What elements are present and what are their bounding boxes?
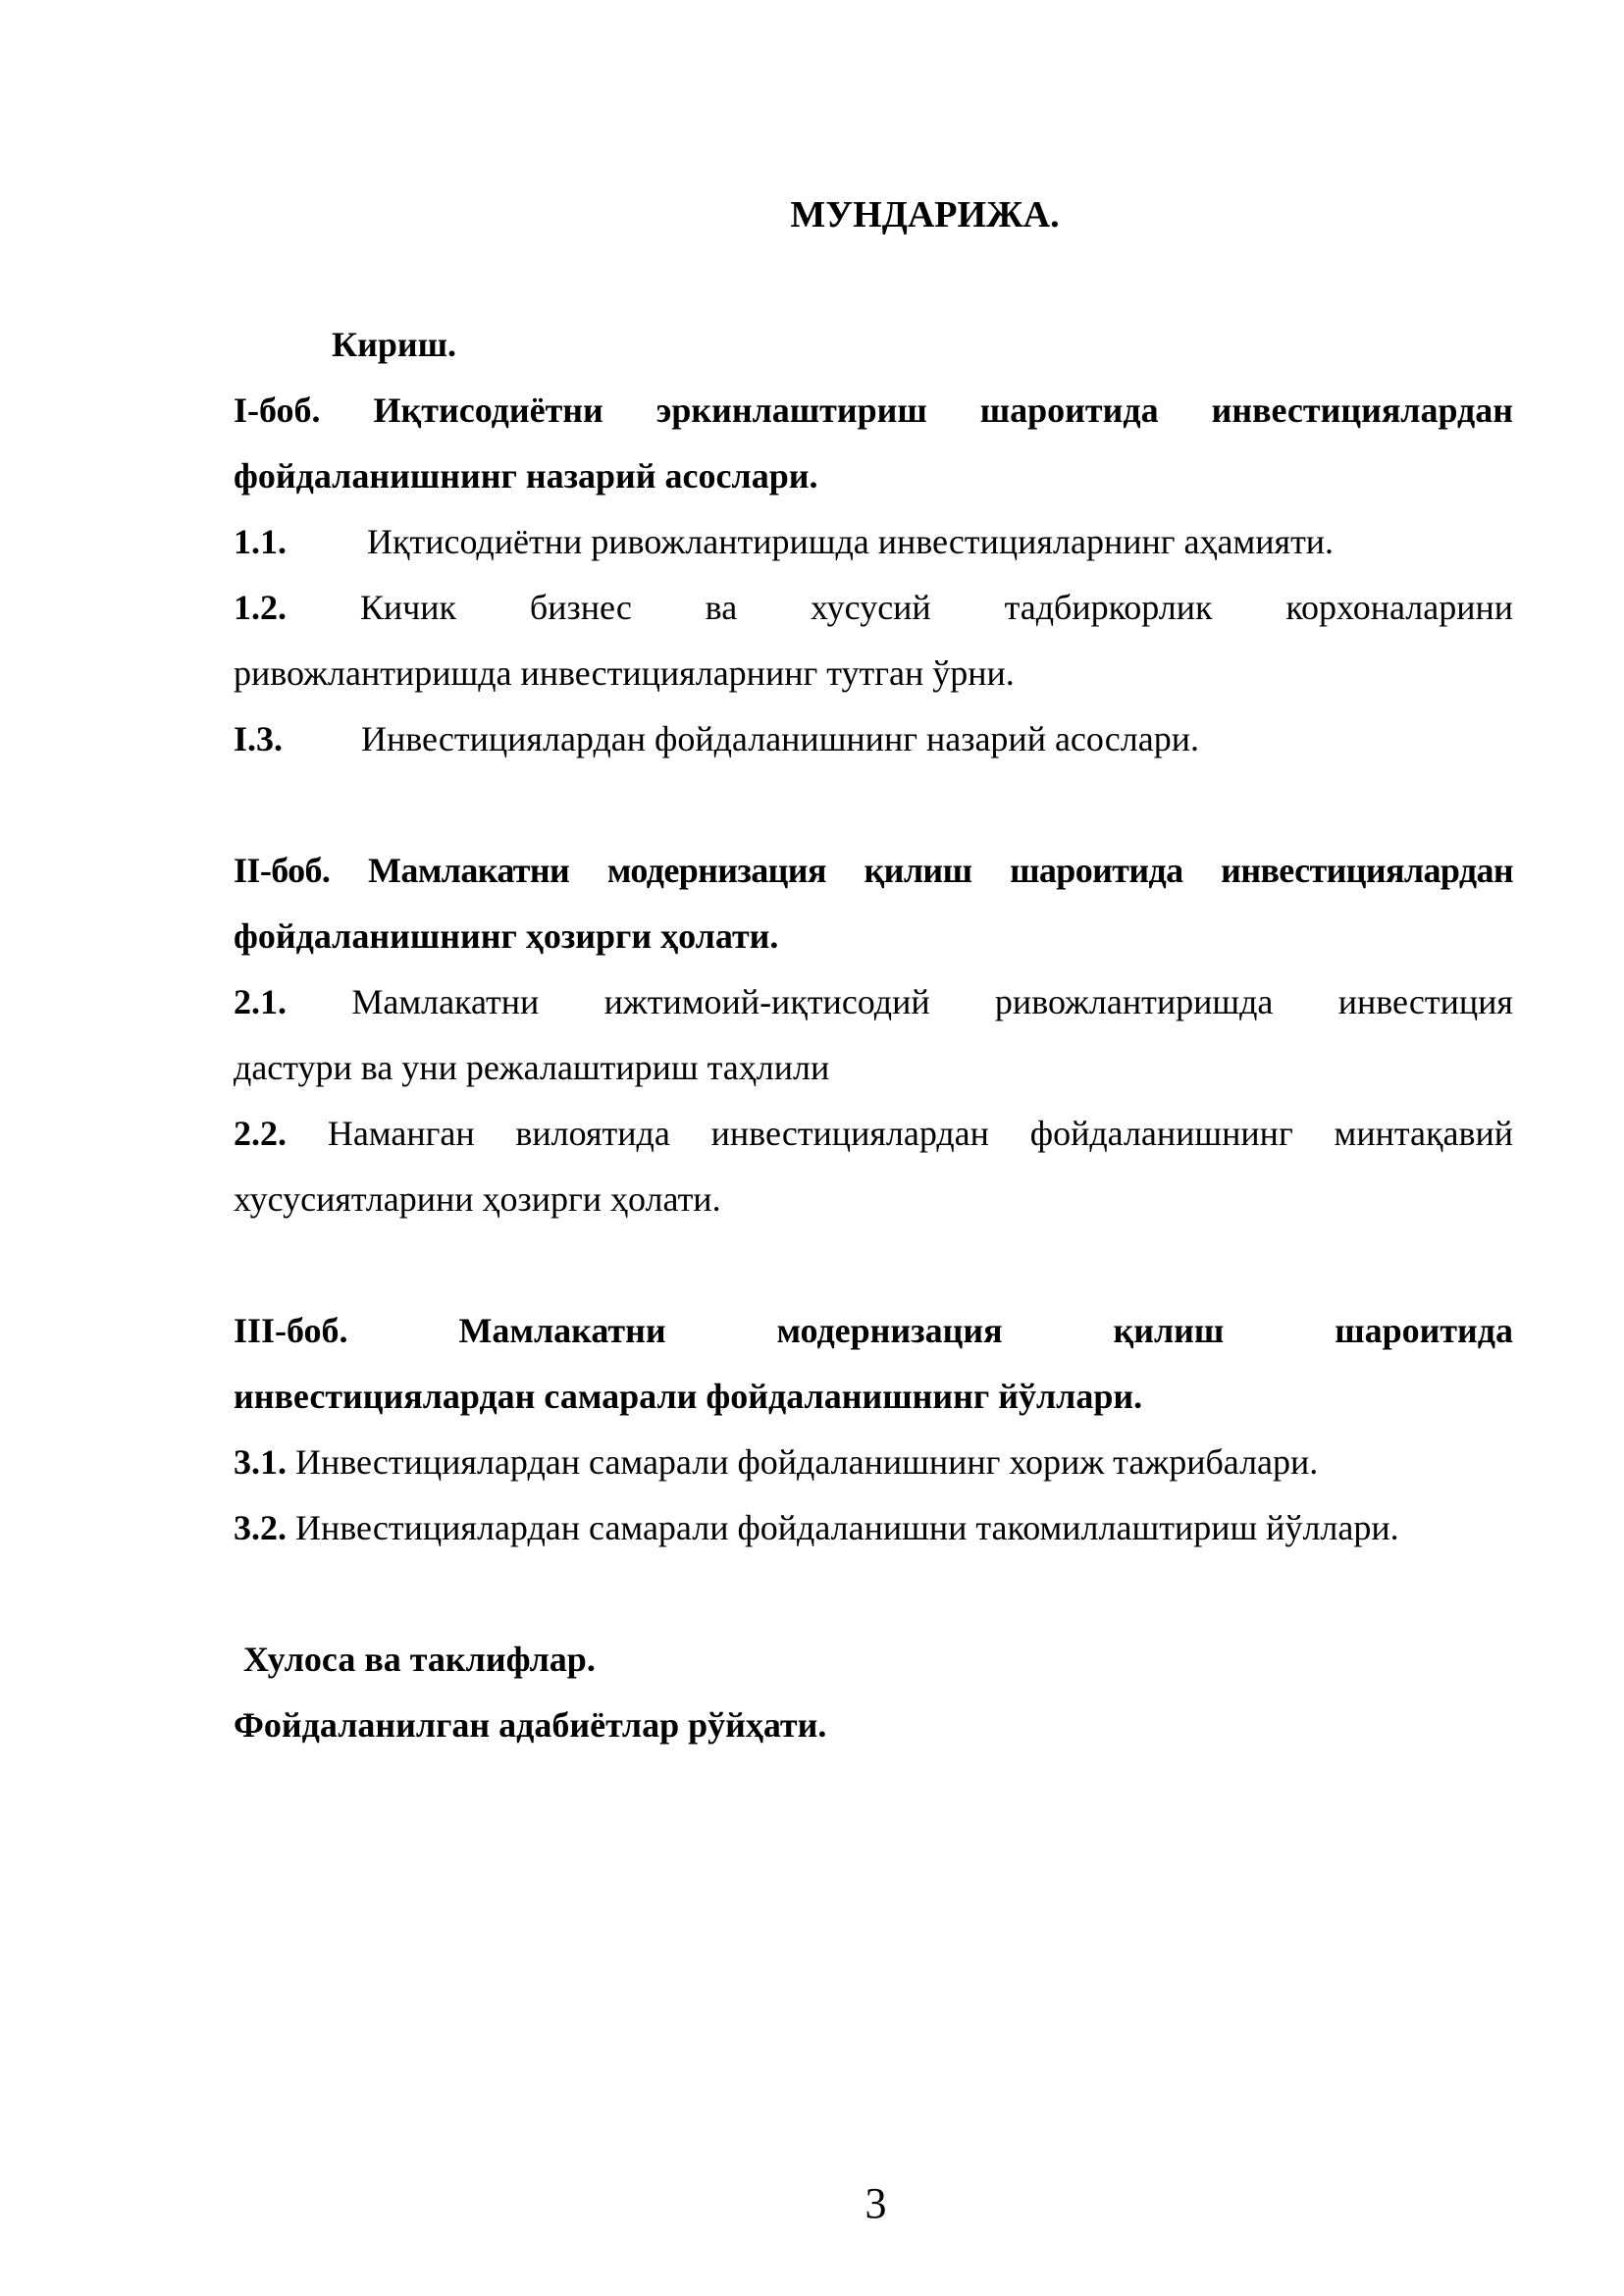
toc-item-number: 2.1. xyxy=(234,982,287,1021)
toc-item-3-1 xyxy=(234,1430,1513,1495)
table-of-contents xyxy=(234,312,1513,1758)
toc-item-text: Инвестициялардан самарали фойдаланишни такомиллаштириш йўллари. xyxy=(295,1508,1399,1547)
toc-item-number: 3.1. xyxy=(234,1442,287,1482)
chapter3-heading-line1: III-боб. Мамлакатни модернизация қилиш шароитида xyxy=(234,1311,1513,1350)
toc-item-number: 1.1. xyxy=(234,522,287,561)
toc-item-number: I.3. xyxy=(234,719,284,758)
toc-item-2-1 xyxy=(234,969,1513,1035)
toc-item-2-1-continuation: дастури ва уни режалаштириш таҳлили xyxy=(234,1048,830,1087)
toc-item-2-2 xyxy=(234,1101,1513,1167)
toc-item-text: Инвестициялардан самарали фойдаланишнинг хориж тажрибалари. xyxy=(295,1442,1319,1482)
section-gap xyxy=(234,1561,1513,1627)
toc-item-text: Инвестициялардан фойдаланишнинг назарий асослари. xyxy=(361,719,1199,758)
toc-item-1-2 xyxy=(234,575,1513,641)
page-title: МУНДАРИЖА. xyxy=(790,194,1060,235)
toc-intro: Кириш. xyxy=(332,325,457,364)
toc-item-1-2-continuation: ривожлантиришда инвестицияларнинг тутган ўрни. xyxy=(234,653,1015,693)
toc-conclusion: Хулоса ва таклифлар. xyxy=(243,1640,596,1679)
section-gap xyxy=(234,1232,1513,1298)
toc-item-1-3 xyxy=(234,706,1513,772)
toc-item-1-1 xyxy=(234,509,1513,575)
chapter1-heading-line1: I-боб. Иқтисодиётни эркинлаштириш шароитида инвестициялардан xyxy=(234,391,1513,430)
chapter2-heading-line1: II-боб. Мамлакатни модернизация қилиш шароитида инвестициялардан xyxy=(234,851,1513,890)
chapter3-heading-line2: инвестициялардан самарали фойдаланишнинг йўллари. xyxy=(234,1377,1143,1416)
toc-item-text: Иқтисодиётни ривожлантиришда инвестицияларнинг аҳамияти. xyxy=(367,522,1335,561)
chapter2-heading-line2: фойдаланишнинг ҳозирги ҳолати. xyxy=(234,916,779,956)
toc-item-text: Кичик бизнес ва хусусий тадбиркорлик корхоналарини xyxy=(359,588,1513,627)
toc-item-number: 2.2. xyxy=(234,1114,287,1153)
toc-item-2-2-continuation: хусусиятларини ҳозирги ҳолати. xyxy=(234,1179,721,1219)
chapter1-heading-line2: фойдаланишнинг назарий асослари. xyxy=(234,456,818,496)
toc-item-text: Мамлакатни ижтимоий-иқтисодий ривожлантиришда инвестиция xyxy=(351,982,1513,1021)
toc-references: Фойдаланилган адабиётлар рўйҳати. xyxy=(234,1705,827,1745)
toc-item-text: Наманган вилоятида инвестициялардан фойдаланишнинг минтақавий xyxy=(327,1114,1513,1153)
toc-item-number: 1.2. xyxy=(234,588,287,627)
page-number: 3 xyxy=(864,2179,887,2227)
section-gap xyxy=(234,772,1513,838)
toc-item-number: 3.2. xyxy=(234,1508,287,1547)
toc-item-3-2 xyxy=(234,1495,1513,1561)
